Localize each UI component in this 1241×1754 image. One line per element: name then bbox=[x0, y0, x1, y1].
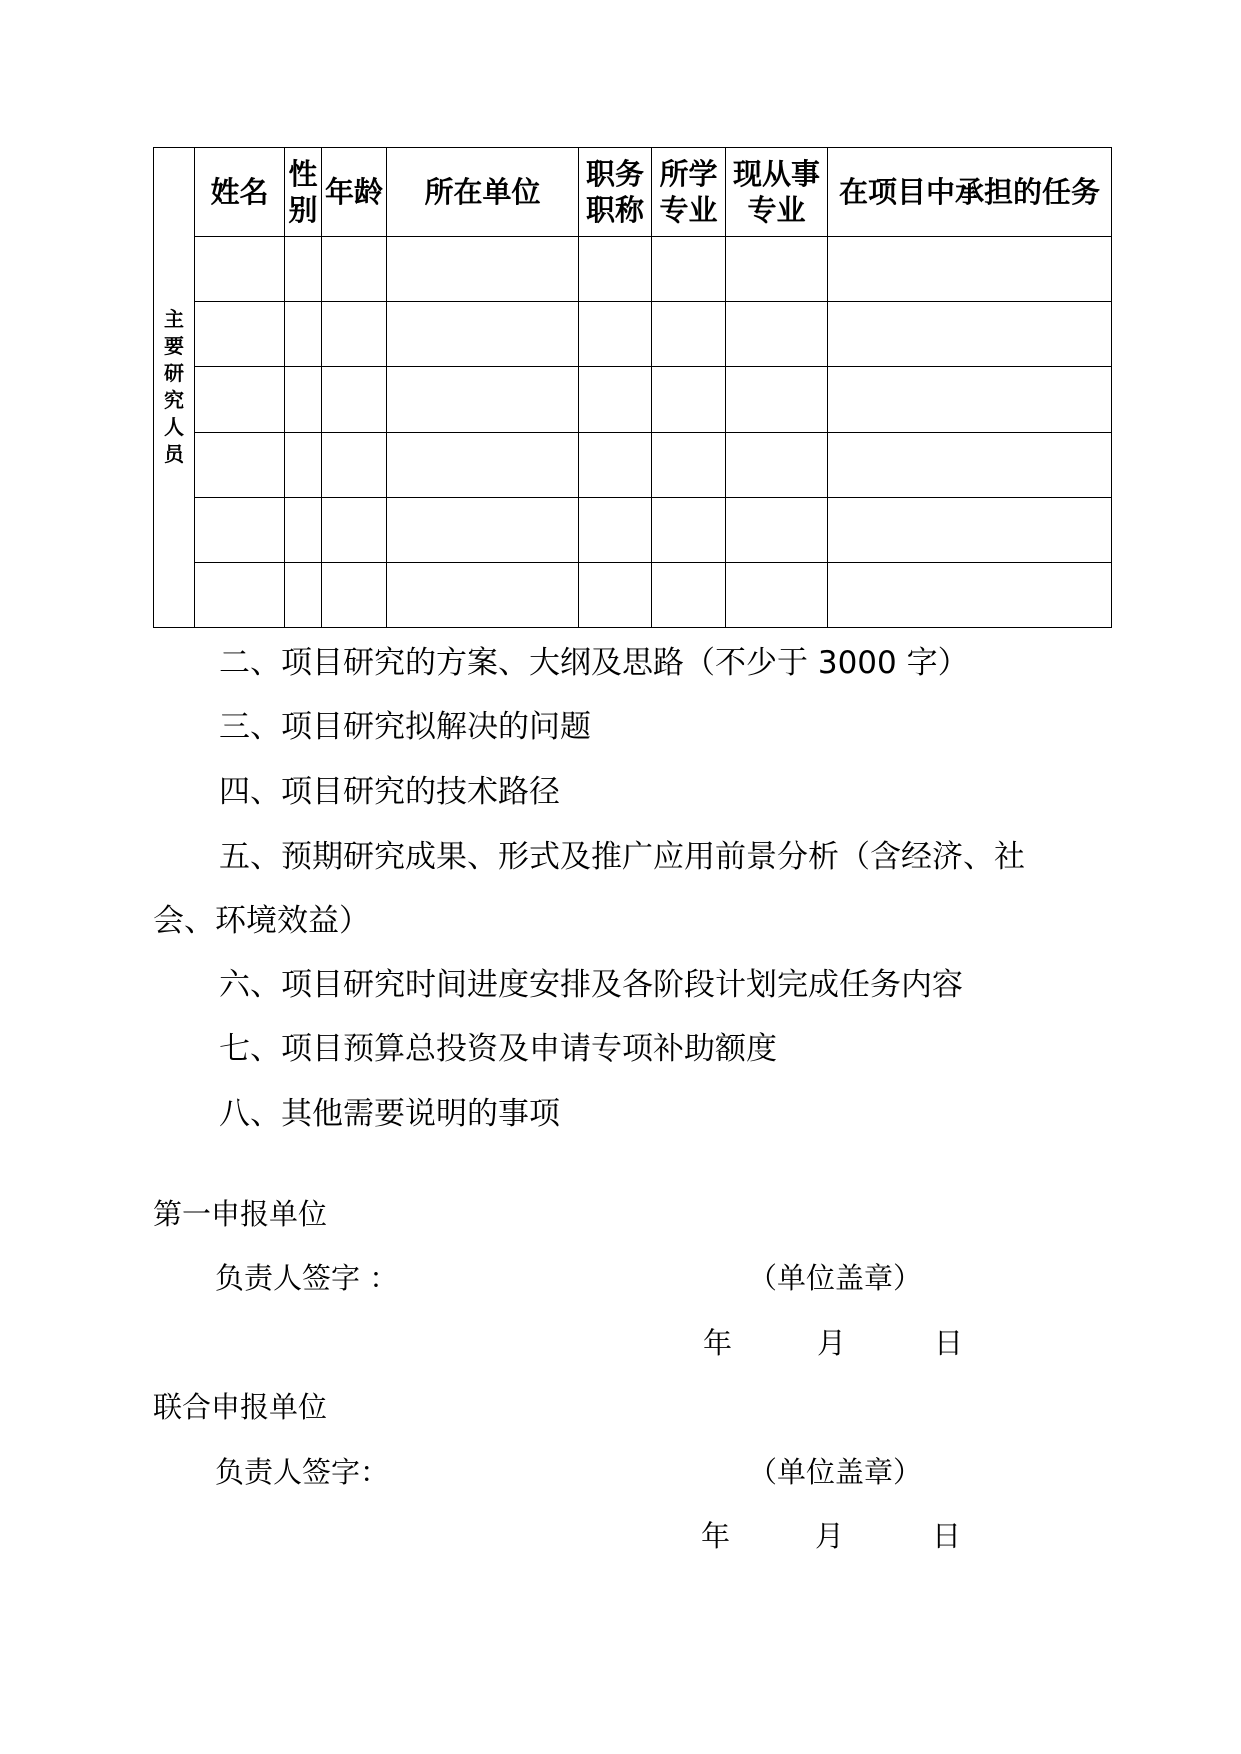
cell[interactable] bbox=[195, 432, 285, 497]
cell[interactable] bbox=[726, 367, 828, 432]
table-row bbox=[154, 497, 1112, 562]
section-3: 三、项目研究拟解决的问题 bbox=[219, 709, 591, 745]
cell[interactable] bbox=[322, 497, 387, 562]
cell[interactable] bbox=[322, 237, 387, 302]
header-age: 年龄 bbox=[322, 148, 387, 237]
cell[interactable] bbox=[652, 432, 726, 497]
cell[interactable] bbox=[195, 302, 285, 367]
cell[interactable] bbox=[285, 302, 322, 367]
cell[interactable] bbox=[828, 497, 1112, 562]
cell[interactable] bbox=[285, 497, 322, 562]
cell[interactable] bbox=[828, 302, 1112, 367]
cell[interactable] bbox=[828, 562, 1112, 627]
cell[interactable] bbox=[285, 237, 322, 302]
cell[interactable] bbox=[579, 367, 652, 432]
section-5: 五、预期研究成果、形式及推广应用前景分析（含经济、社 bbox=[219, 839, 1025, 875]
section-4: 四、项目研究的技术路径 bbox=[219, 774, 560, 810]
cell[interactable] bbox=[652, 497, 726, 562]
cell[interactable] bbox=[726, 302, 828, 367]
section-8: 八、其他需要说明的事项 bbox=[219, 1096, 560, 1132]
research-staff-table bbox=[153, 147, 1112, 628]
first-unit-title: 第一申报单位 bbox=[153, 1197, 328, 1231]
table-row bbox=[154, 562, 1112, 627]
section-7: 七、项目预算总投资及申请专项补助额度 bbox=[219, 1031, 777, 1067]
cell[interactable] bbox=[285, 367, 322, 432]
section-5-continued: 会、环境效益） bbox=[153, 903, 370, 939]
header-title: 职务职称 bbox=[579, 148, 652, 237]
joint-unit-month: 月 bbox=[815, 1519, 845, 1553]
first-unit-day: 日 bbox=[934, 1326, 964, 1360]
cell[interactable] bbox=[726, 562, 828, 627]
cell[interactable] bbox=[726, 237, 828, 302]
header-gender: 性别 bbox=[285, 148, 322, 237]
first-unit-seal: （单位盖章） bbox=[748, 1261, 923, 1295]
cell[interactable] bbox=[652, 367, 726, 432]
header-current-field: 现从事专业 bbox=[726, 148, 828, 237]
cell[interactable] bbox=[195, 562, 285, 627]
cell[interactable] bbox=[828, 432, 1112, 497]
cell[interactable] bbox=[726, 432, 828, 497]
cell[interactable] bbox=[579, 562, 652, 627]
table-row bbox=[154, 237, 1112, 302]
header-name: 姓名 bbox=[195, 148, 285, 237]
cell[interactable] bbox=[652, 302, 726, 367]
cell[interactable] bbox=[579, 237, 652, 302]
cell[interactable] bbox=[579, 302, 652, 367]
first-unit-month: 月 bbox=[817, 1326, 847, 1360]
side-label: 主要研究人员 bbox=[164, 307, 184, 466]
cell[interactable] bbox=[322, 432, 387, 497]
cell[interactable] bbox=[652, 237, 726, 302]
cell[interactable] bbox=[285, 432, 322, 497]
cell[interactable] bbox=[195, 367, 285, 432]
cell[interactable] bbox=[652, 562, 726, 627]
cell[interactable] bbox=[828, 367, 1112, 432]
cell[interactable] bbox=[387, 432, 579, 497]
cell[interactable] bbox=[322, 562, 387, 627]
first-unit-signature-label: 负责人签字 ： bbox=[215, 1261, 399, 1295]
header-unit: 所在单位 bbox=[387, 148, 579, 237]
table-row bbox=[154, 432, 1112, 497]
joint-unit-title: 联合申报单位 bbox=[153, 1390, 328, 1424]
cell[interactable] bbox=[387, 367, 579, 432]
cell[interactable] bbox=[579, 432, 652, 497]
cell[interactable] bbox=[726, 497, 828, 562]
joint-unit-year: 年 bbox=[701, 1519, 731, 1553]
table-row bbox=[154, 367, 1112, 432]
first-unit-year: 年 bbox=[703, 1326, 733, 1360]
cell[interactable] bbox=[387, 562, 579, 627]
header-major: 所学专业 bbox=[652, 148, 726, 237]
section-2: 二、项目研究的方案、大纲及思路（不少于 3000 字） bbox=[219, 645, 969, 681]
section-6: 六、项目研究时间进度安排及各阶段计划完成任务内容 bbox=[219, 967, 963, 1003]
joint-unit-seal: （单位盖章） bbox=[748, 1455, 923, 1489]
cell[interactable] bbox=[579, 497, 652, 562]
joint-unit-day: 日 bbox=[932, 1519, 962, 1553]
cell[interactable] bbox=[387, 497, 579, 562]
cell[interactable] bbox=[387, 302, 579, 367]
side-label-cell bbox=[154, 148, 195, 628]
cell[interactable] bbox=[322, 367, 387, 432]
cell[interactable] bbox=[195, 237, 285, 302]
cell[interactable] bbox=[387, 237, 579, 302]
cell[interactable] bbox=[195, 497, 285, 562]
joint-unit-signature-label: 负责人签字： bbox=[215, 1455, 390, 1489]
header-task: 在项目中承担的任务 bbox=[828, 148, 1112, 237]
table-row bbox=[154, 302, 1112, 367]
cell[interactable] bbox=[285, 562, 322, 627]
cell[interactable] bbox=[828, 237, 1112, 302]
table-header-row bbox=[154, 148, 1112, 237]
cell[interactable] bbox=[322, 302, 387, 367]
